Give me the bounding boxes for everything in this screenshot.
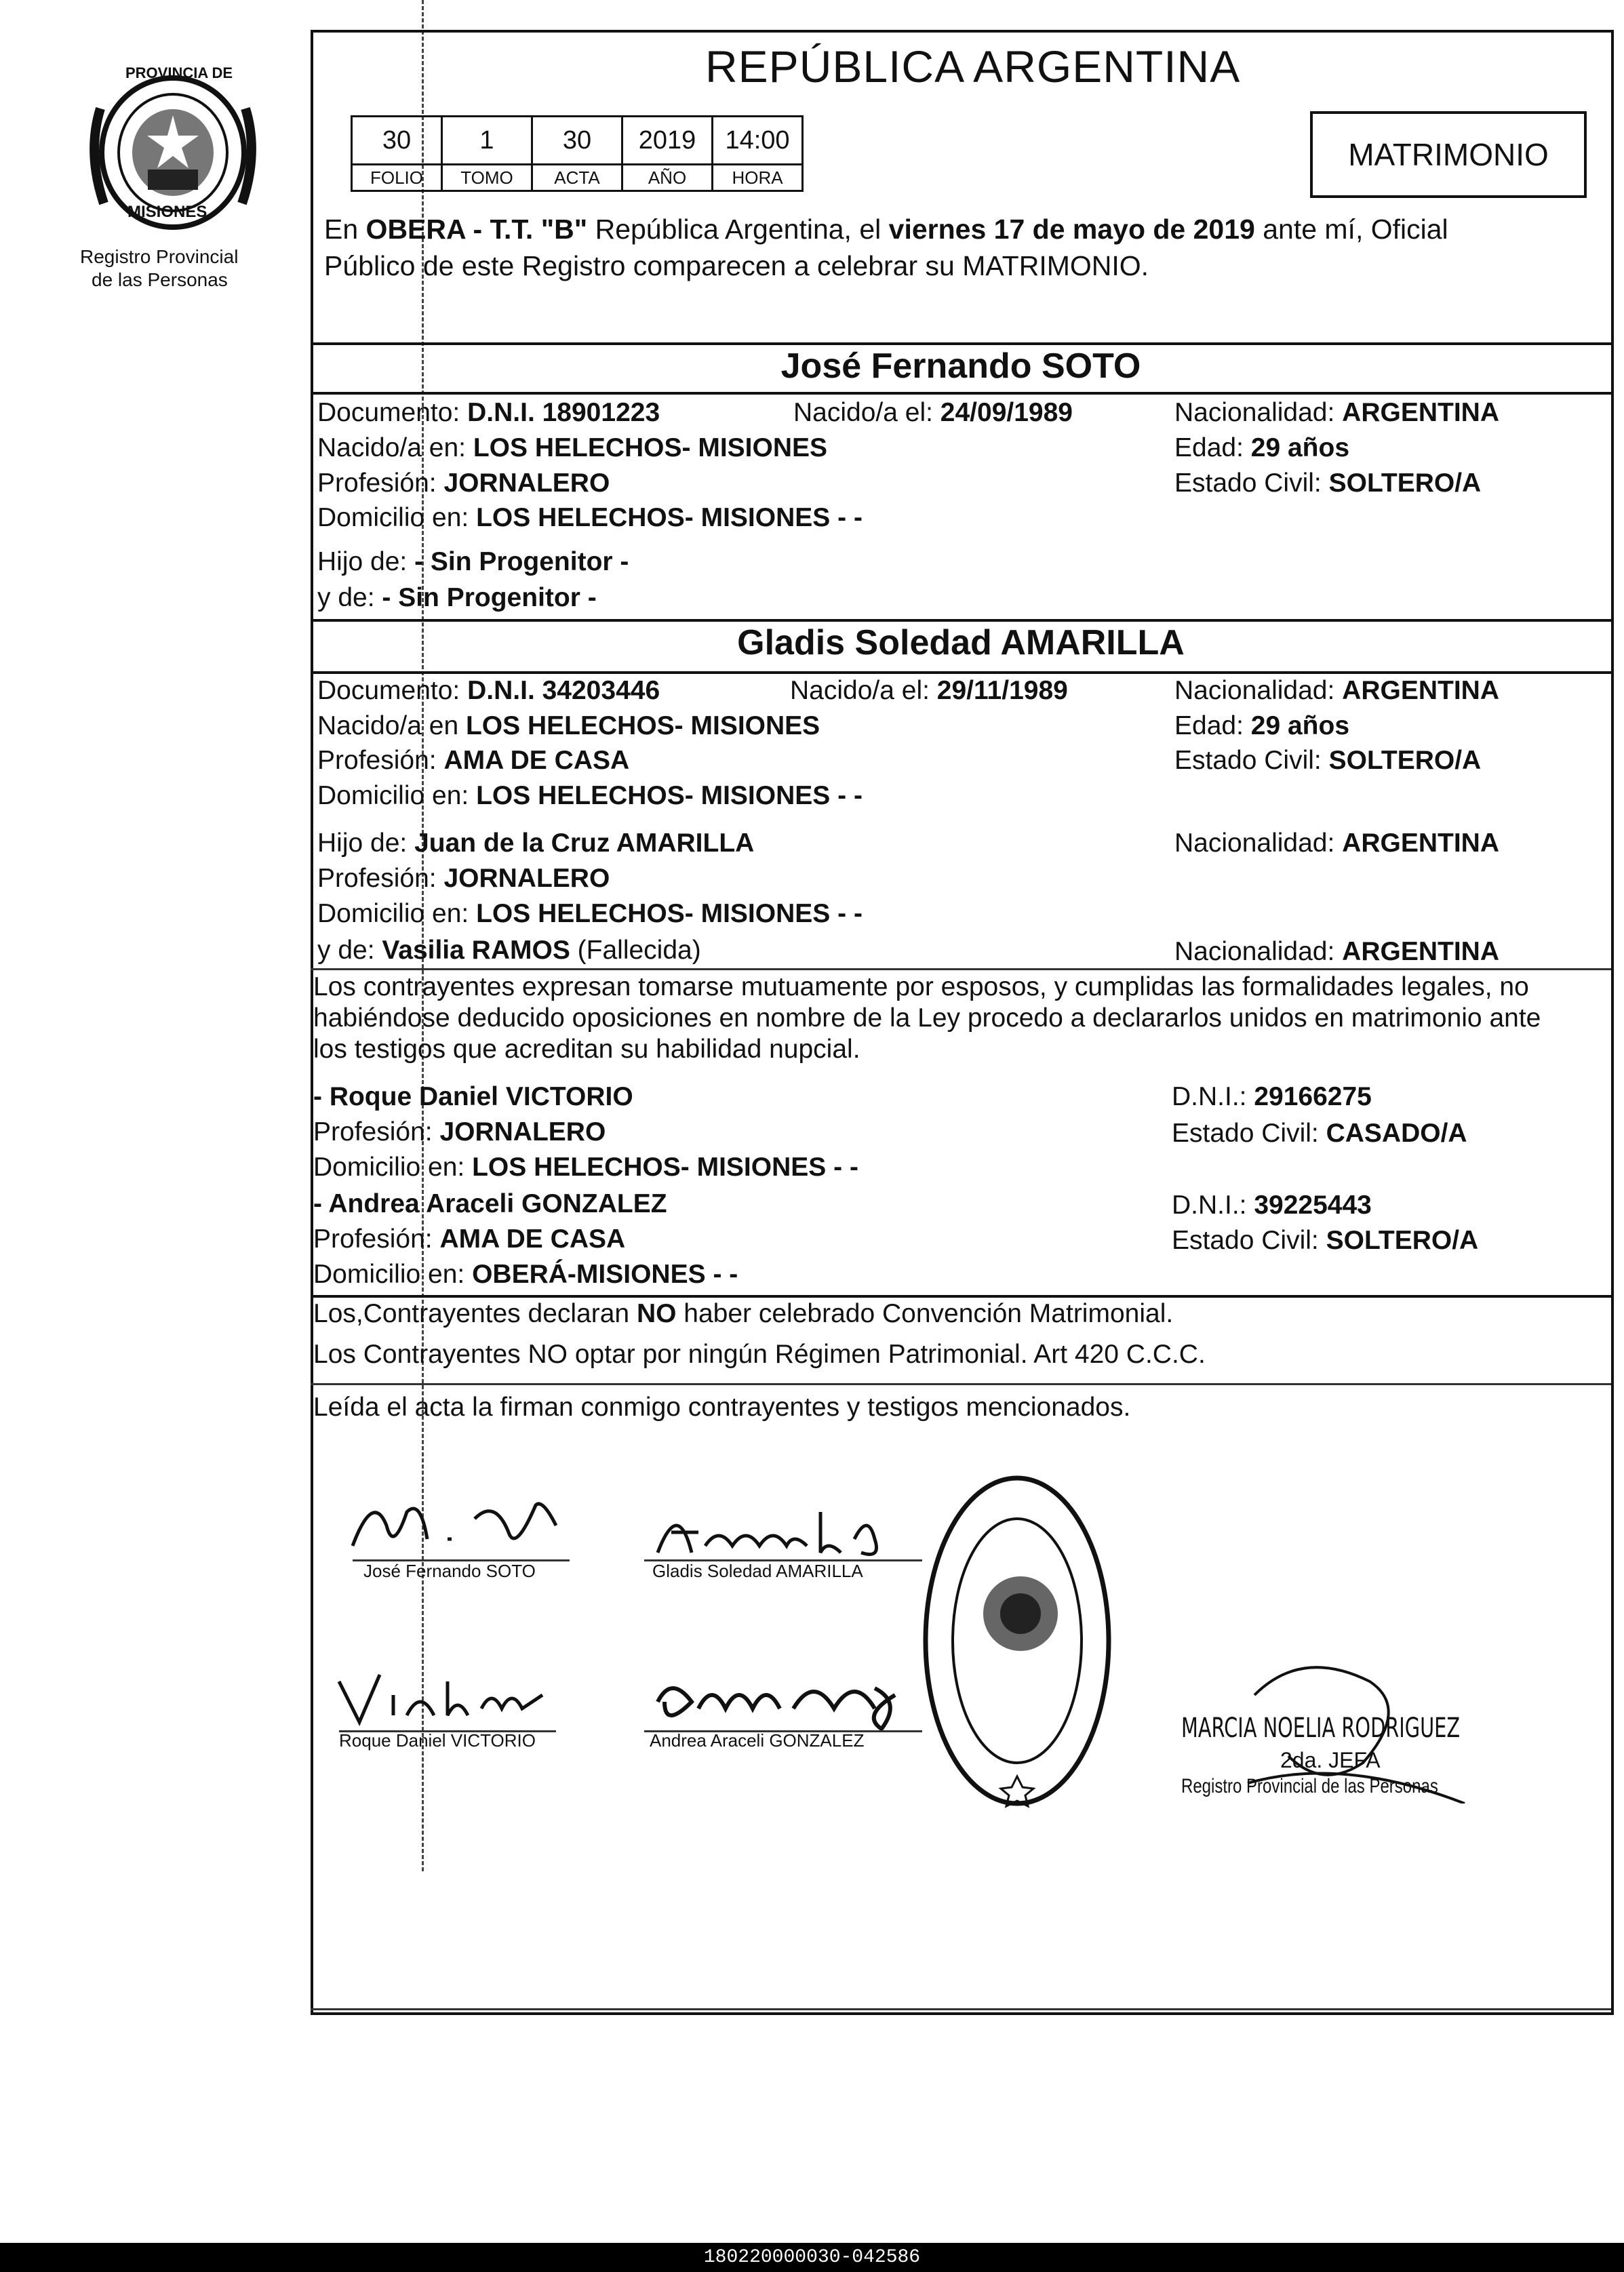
anio-label: AÑO [622, 165, 713, 191]
spouse2-place: Nacido/a en LOS HELECHOS- MISIONES [317, 711, 820, 740]
spouse2-civil: Estado Civil: SOLTERO/A [1174, 746, 1482, 775]
crest-top-label: PROVINCIA DE [125, 64, 233, 81]
divider-spouse1 [311, 342, 1611, 345]
act-type-box: MATRIMONIO [1310, 111, 1587, 198]
officer-role: 2da. JEFA [1280, 1748, 1381, 1772]
acta-label: ACTA [532, 165, 622, 191]
document-barcode-number: 180220000030-042586 [0, 2243, 1624, 2272]
signature-label-gonzalez: Andrea Araceli GONZALEZ [650, 1730, 865, 1751]
spouse1-dom: Domicilio en: LOS HELECHOS- MISIONES - - [317, 503, 863, 532]
signature-label-soto: José Fernando SOTO [363, 1561, 536, 1581]
officer-name: MARCIA NOELIA RODRIGUEZ [1181, 1713, 1461, 1744]
intro-pre: En [324, 214, 366, 245]
crest-bottom-label: MISIONES [127, 203, 207, 221]
witness1-dni: D.N.I.: 29166275 [1172, 1082, 1372, 1111]
spouse2-name: Gladis Soledad AMARILLA [737, 623, 1185, 662]
spouse2-mother-nat: Nacionalidad: ARGENTINA [1174, 937, 1500, 966]
hora-value: 14:00 [713, 117, 803, 165]
intro-line2: Público de este Registro comparecen a celebrar su MATRIMONIO. [324, 250, 1149, 281]
witness1-civil: Estado Civil: CASADO/A [1172, 1119, 1467, 1148]
witness1-dom: Domicilio en: LOS HELECHOS- MISIONES - - [313, 1153, 858, 1182]
folio-value: 30 [352, 117, 442, 165]
registry-label-line1: Registro Provincial [80, 246, 239, 267]
spouse1-born: Nacido/a el: 24/09/1989 [793, 398, 1073, 427]
witness1-name: - Roque Daniel VICTORIO [313, 1082, 633, 1111]
spouse1-name: José Fernando SOTO [780, 346, 1141, 386]
declaration-line3: los testigos que acreditan su habilidad nupcial. [313, 1035, 860, 1064]
signature-amarilla [651, 1498, 909, 1566]
intro-mid: República Argentina, el [587, 214, 889, 245]
divider-declaration [311, 968, 1611, 970]
signature-victorio [332, 1668, 556, 1729]
signature-label-victorio: Roque Daniel VICTORIO [339, 1730, 536, 1751]
spouse2-father-prof: Profesión: JORNALERO [317, 864, 610, 893]
divider-spouse1-data [311, 392, 1611, 395]
folio-label: FOLIO [352, 165, 442, 191]
spouse2-father-dom: Domicilio en: LOS HELECHOS- MISIONES - - [317, 899, 863, 928]
closing-line: Leída el acta la firman conmigo contrayentes y testigos mencionados. [313, 1393, 1131, 1422]
witness2-prof: Profesión: AMA DE CASA [313, 1224, 626, 1254]
declaration-line1: Los contrayentes expresan tomarse mutuamente por esposos, y cumplidas las formalidades legales, no [313, 972, 1529, 1001]
spouse2-doc: Documento: D.N.I. 34203446 [317, 676, 660, 705]
spouse1-place: Nacido/a en: LOS HELECHOS- MISIONES [317, 433, 828, 462]
spouse2-father: Hijo de: Juan de la Cruz AMARILLA [317, 829, 755, 858]
convention-line: Los,Contrayentes declaran NO haber celebrado Convención Matrimonial. [313, 1299, 1174, 1328]
witness1-prof: Profesión: JORNALERO [313, 1117, 606, 1147]
registry-label-line2: de las Personas [92, 269, 228, 290]
spouse1-doc: Documento: D.N.I. 18901223 [317, 398, 660, 427]
spouse1-nat: Nacionalidad: ARGENTINA [1174, 398, 1500, 427]
spouse1-mother: y de: - Sin Progenitor - [317, 583, 597, 612]
signature-soto [339, 1485, 570, 1566]
page-title: REPÚBLICA ARGENTINA [705, 41, 1241, 92]
spouse2-born: Nacido/a el: 29/11/1989 [790, 676, 1068, 705]
spouse2-father-nat: Nacionalidad: ARGENTINA [1174, 829, 1500, 858]
spouse1-civil: Estado Civil: SOLTERO/A [1174, 469, 1482, 498]
declaration-line2: habiéndose deducido oposiciones en nombre de la Ley procedo a declararlos unidos en matrimonio ante [313, 1003, 1541, 1033]
registry-table [351, 115, 804, 192]
intro-date: viernes 17 de mayo de 2019 [888, 214, 1255, 245]
divider-spouse2 [311, 619, 1611, 622]
signature-gonzalez [644, 1668, 929, 1736]
regime-line: Los Contrayentes NO optar por ningún Régimen Patrimonial. Art 420 C.C.C. [313, 1340, 1206, 1369]
spouse2-prof: Profesión: AMA DE CASA [317, 746, 630, 775]
spouse2-age: Edad: 29 años [1174, 711, 1350, 740]
intro-place: OBERA - T.T. "B" [365, 214, 588, 245]
official-seal-icon [909, 1458, 1112, 1810]
spouse1-father: Hijo de: - Sin Progenitor - [317, 547, 629, 576]
bottom-rule [311, 2008, 1611, 2010]
tomo-value: 1 [442, 117, 532, 165]
signature-label-amarilla: Gladis Soledad AMARILLA [652, 1561, 863, 1581]
witness2-civil: Estado Civil: SOLTERO/A [1172, 1226, 1479, 1255]
acta-value: 30 [532, 117, 622, 165]
spouse2-nat: Nacionalidad: ARGENTINA [1174, 676, 1500, 705]
spouse1-prof: Profesión: JORNALERO [317, 469, 610, 498]
witness2-dom: Domicilio en: OBERÁ-MISIONES - - [313, 1260, 738, 1289]
spouse1-age: Edad: 29 años [1174, 433, 1350, 462]
divider-spouse2-data [311, 671, 1611, 674]
hora-label: HORA [713, 165, 803, 191]
tomo-label: TOMO [442, 165, 532, 191]
spouse2-mother: y de: Vasilia RAMOS (Fallecida) [317, 936, 701, 965]
officer-registry: Registro Provincial de las Personas [1181, 1775, 1438, 1797]
spouse2-dom: Domicilio en: LOS HELECHOS- MISIONES - - [317, 781, 863, 810]
intro-line1 [324, 213, 1448, 245]
witness2-dni: D.N.I.: 39225443 [1172, 1191, 1372, 1220]
anio-value: 2019 [622, 117, 713, 165]
intro-post: ante mí, Oficial [1254, 214, 1448, 245]
witness2-name: - Andrea Araceli GONZALEZ [313, 1189, 667, 1218]
divider-closing [311, 1383, 1611, 1385]
